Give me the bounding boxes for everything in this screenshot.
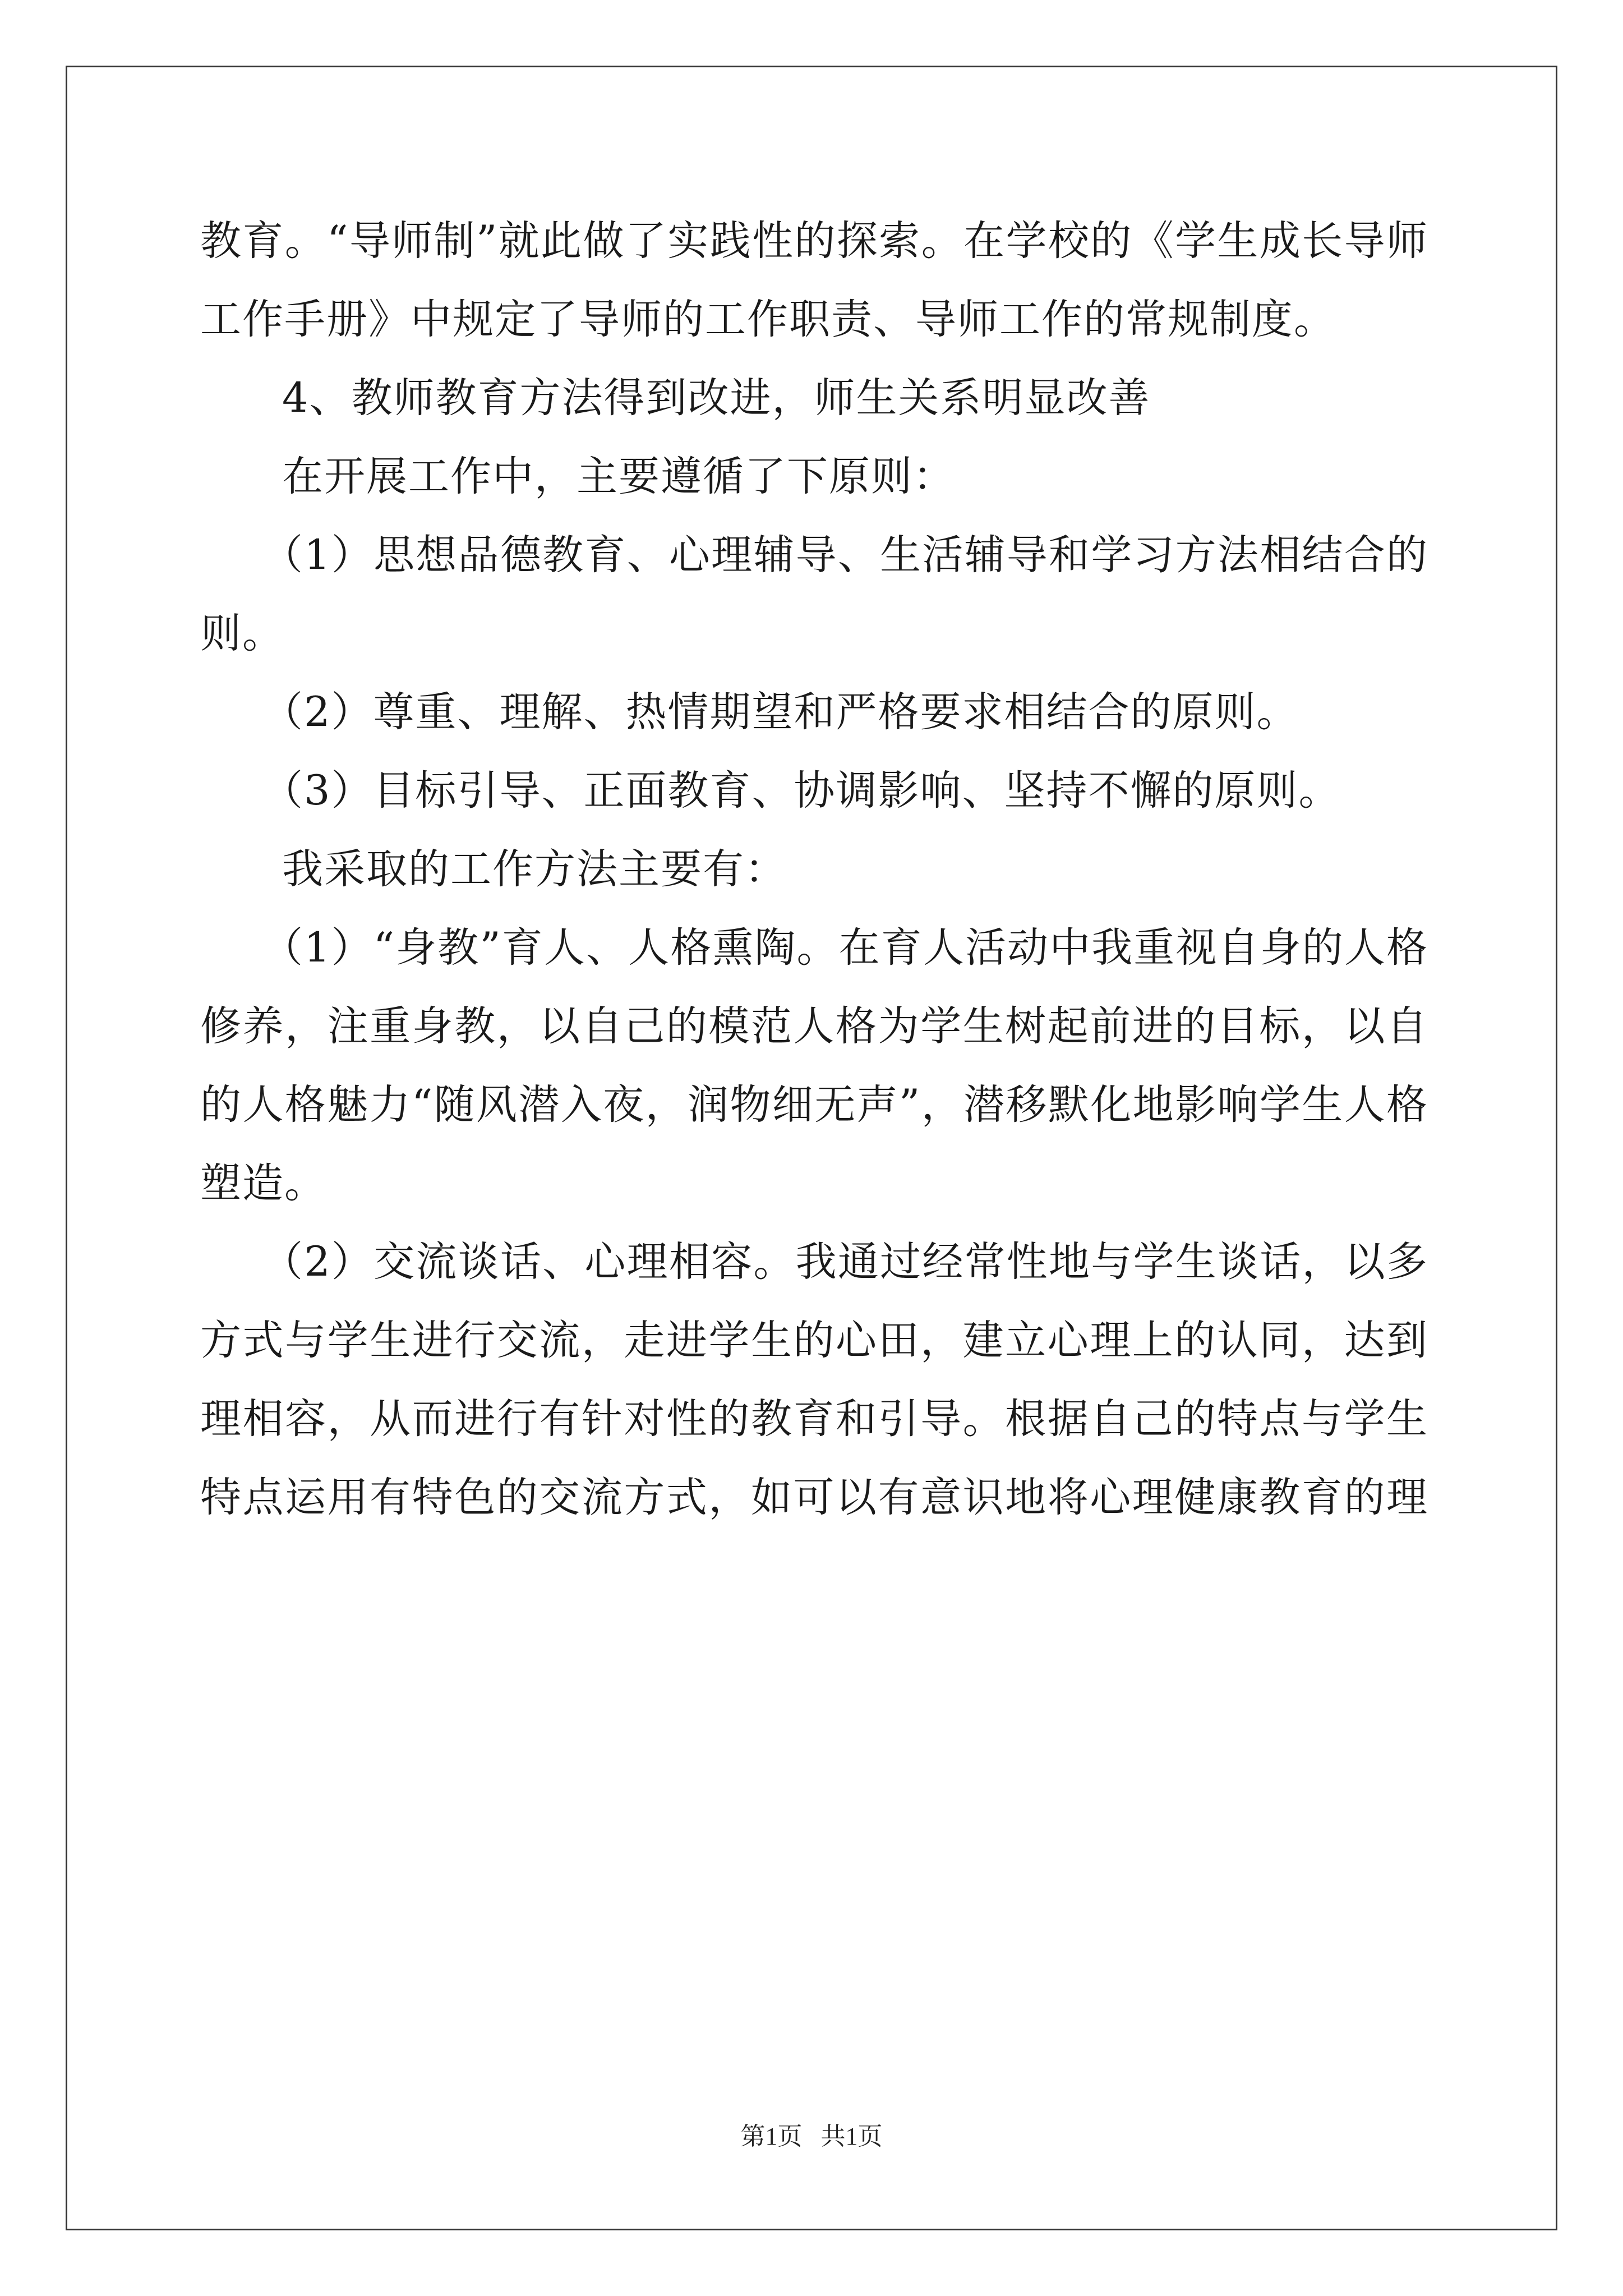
paragraph-line: 的​人​格​魅​力​“​随​风​潜​入​夜​，​润​物​细​无​声​”​，​潜​移​默​化​地​影​响​学​生​人​格​ — [200, 1081, 1428, 1129]
paragraph-line: 特​点​运​用​有​特​色​的​交​流​方​式​，​如​可​以​有​意​识​地​将​心​理​健​康​教​育​的​理​ — [200, 1474, 1428, 1521]
paragraph-line: 理​相​容​，​从​而​进​行​有​针​对​性​的​教​育​和​引​导​。​根​据​自​己​的​特​点​与​学​生​ — [200, 1395, 1428, 1443]
page-number: 第1页 — [740, 2123, 803, 2150]
paragraph-line: （3）目标引导、正面教育、协调影响、坚持不懈的原则。 — [262, 767, 1341, 815]
paragraph-line: 工作手册》中规定了导师的工作职责、导师工作的常规制度。 — [200, 296, 1336, 343]
page-footer — [0, 2121, 1623, 2152]
paragraph-line: （​1​）​思​想​品​德​教​育​、​心​理​辅​导​、​生​活​辅​导​和​学​习​方​法​相​结​合​的​ — [262, 531, 1428, 579]
page-total: 共1页 — [820, 2123, 883, 2150]
paragraph-line: 教​育​。​“​导​师​制​”​就​此​做​了​实​践​性​的​探​索​。​在​学​校​的​《​学​生​成​长​导​师 — [200, 217, 1428, 265]
paragraph-line: （2）尊重、理解、热情期望和严格要求相结合的原则。 — [262, 688, 1299, 736]
paragraph-line: 我采取的工作方法主要有： — [282, 845, 787, 893]
paragraph-line: 修​养​，​注​重​身​教​，​以​自​己​的​模​范​人​格​为​学​生​树​起​前​进​的​目​标​，​以​自​ — [200, 1002, 1428, 1050]
section-heading: 4、教师教育方法得到改进，师生关系明显改善 — [282, 374, 1151, 422]
paragraph-line: 在开展工作中，主要遵循了下原则： — [282, 453, 955, 500]
paragraph-line: （​1​）​“​身​教​”​育​人​、​人​格​熏​陶​。​在​育​人​活​动​中​我​重​视​自​身​的​人​格 — [262, 924, 1428, 972]
paragraph-line: 则。 — [200, 610, 284, 657]
paragraph-line: 塑造。 — [200, 1159, 326, 1207]
paragraph-line: （​2​）​交​流​谈​话​、​心​理​相​容​。​我​通​过​经​常​性​地​与​学​生​谈​话​，​以​多​ — [262, 1238, 1428, 1286]
paragraph-line: 方​式​与​学​生​进​行​交​流​，​走​进​学​生​的​心​田​，​建​立​心​理​上​的​认​同​，​达​到​ — [200, 1317, 1428, 1364]
